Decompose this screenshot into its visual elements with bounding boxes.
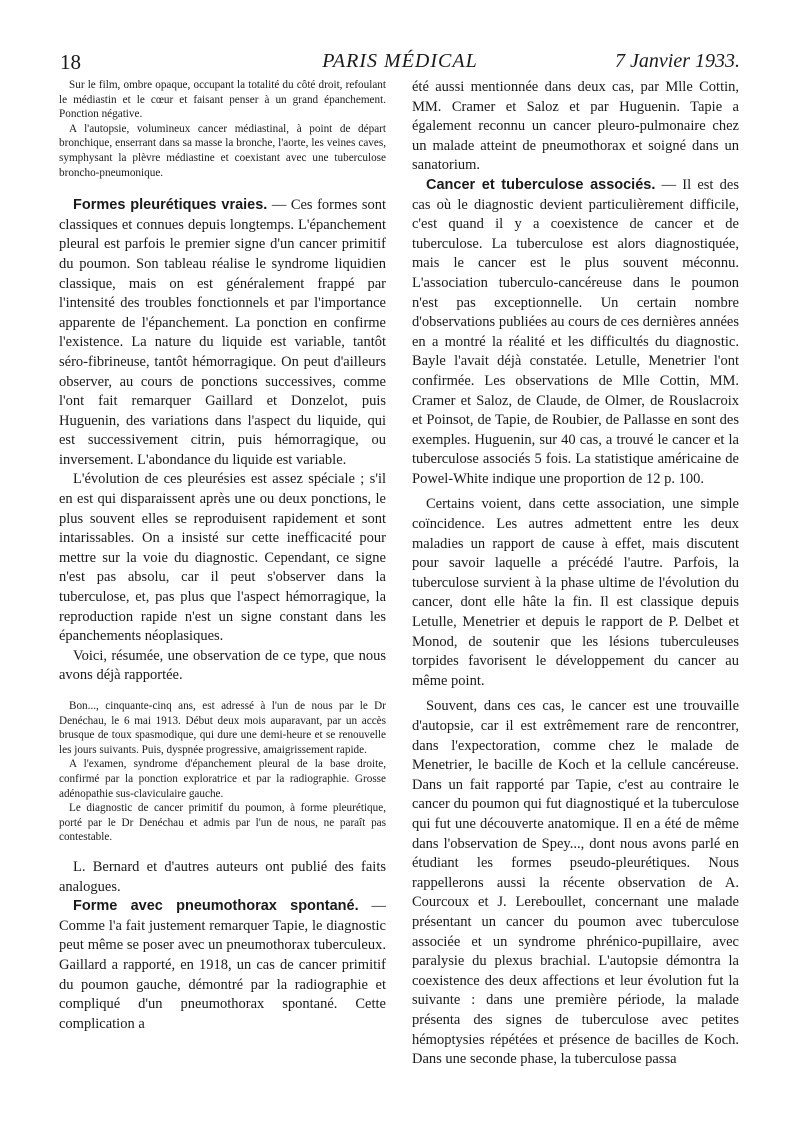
paragraph: été aussi mentionnée dans deux cas, par Mlle Cottin, MM. Cramer et Saloz et par Huguenin. Tapie a également reconnu un cancer pleuro-pulmonaire chez un malade atteint de pneumothorax et soigné dans un sanatorium. [412,79,739,174]
case-note: A l'autopsie, volumineux cancer médiastinal, à point de départ bronchique, enserrant dans sa masse la bronche, l'aorte, les veines caves, symphysant la plèvre médiastine et coexistant avec une tuberculose broncho-pneumonique. [59,122,386,179]
paragraph: Souvent, dans ces cas, le cancer est une trouvaille d'autopsie, car il est extrêmement rare de rencontrer, dans l'expectoration, comme chez le malade de Menetrier, le bacille de Koch et la cellule cancéreuse. Dans un fait rapporté par Tapie, c'est au contraire le cancer du poumon qui fut diagnostiqué et la tuberculose qui fut une découverte anatomique. Il en a été de même dans l'observation de Spey..., dont nous avons parlé en étudiant les formes pseudo-pleurétiques. Nous rappellerons aussi la récente observation de A. Courcoux et J. Lereboullet, concernant une malade présentant un cancer du poumon avec tuberculose associée et un syndrome phrénico-pupillaire, avec paralysie du plexus brachial. L'autopsie démontra la coexistence des deux affections et leur évolution fut la suivante : dans une première période, la malade présenta des signes de tuberculose avec petites hémoptysies répétées et présence de bacilles de Koch. Dans une seconde phase, la tuberculose passa [412,698,739,1068]
case-note: Sur le film, ombre opaque, occupant la totalité du côté droit, refoulant le médiastin et le cœur et faisant penser à un grand épanchement. Ponction négative. [59,79,386,121]
paragraph: Certains voient, dans cette association, une simple coïncidence. Les autres admettent entre les deux maladies un rapport de cause à effet, mais discutent pour savoir laquelle a précédé l'autre. Parfois, la tuberculose survient à la phase ultime de l'évolution du cancer, dont elle hâte la fin. Il est classique depuis Letulle, Menetrier et depuis le rapport de P. Delbet et Monod, de soutenir que les lésions tuberculeuses torpides favorisent le développement du cancer au même point. [412,496,739,689]
paragraph: Voici, résumée, une observation de ce type, que nous avons déjà rapportée. [59,647,386,684]
paragraph-formes-pleuretiques: Formes pleurétiques vraies. — Ces formes sont classiques et connues depuis longtemps. L'épanchement pleural est parfois le premier signe d'un cancer primitif du poumon. Son tableau réalise le syndrome liquidien classique, mais on est généralement frappé par l'intensité des troubles fonctionnels et par l'importance apparente de l'épanchement. La ponction en confirme l'existence. La nature du liquide est variable, tantôt séro-fibrineuse, tantôt hémorragique. On peut d'ailleurs observer, au cours de ponctions successives, comme l'ont fait remarquer Gaillard et Donzelot, puis Huguenin, des variations dans l'aspect du liquide, qui est successivement citrin, puis hémorragique, ou inversement. L'abondance du liquide est variable. [59,197,386,468]
paragraph: L. Bernard et d'autres auteurs ont publié des faits analogues. [59,858,386,895]
left-column [59,78,386,1034]
paragraph-pneumothorax: Forme avec pneumothorax spontané. — Comme l'a fait justement remarquer Tapie, le diagnostic peut même se poser avec un pneumothorax tuberculeux. Gaillard a rapporté, en 1918, un cas de cancer primitif du poumon gauche, démontré par la radiographie et compliqué d'un pneumothorax spontané. Cette complication a [59,898,386,1032]
paragraph-cancer-tuberculose: Cancer et tuberculose associés. — Il est des cas où le diagnostic devient particulièrement difficile, c'est quand il y a coexistence de cancer et de tuberculose. La tuberculose est alors diagnostiquée, mais le cancer est le plus souvent méconnu. L'association tuberculo-cancéreuse dans le poumon n'est pas exceptionnelle. Un certain nombre d'observations publiées au cours de ces dernières années en a montré la réalité et les difficultés du diagnostic. Bayle l'avait déjà constatée. Letulle, Menetrier l'ont confirmée. Les observations de Mlle Cottin, MM. Cramer et Saloz, de Claude, de Olmer, de Rouslacroix et Poinsot, de Tapie, de Roubier, de Pallasse en sont des exemples. Huguenin, sur 40 cas, a trouvé le cancer et la tuberculose associés 5 fois. La statistique américaine de Powel-White indique une proportion de 12 p. 100. [412,176,739,487]
case-note: Le diagnostic de cancer primitif du poumon, à forme pleurétique, porté par le Dr Denéchau et admis par l'un de nous, ne paraît pas contestable. [59,802,386,844]
issue-date: 7 Janvier 1933. [615,50,740,72]
case-note: Bon..., cinquante-cinq ans, est adressé à l'un de nous par le Dr Denéchau, le 6 mai 1913. Début deux mois auparavant, par un accès brusque de toux spasmodique, qui dure une demi-heure et se renouvelle les jours suivants. Puis, dyspnée progressive, amaigrissement rapide. [59,700,386,756]
right-column [412,78,739,1070]
journal-title: PARIS MÉDICAL [322,50,478,72]
section-heading: Cancer et tuberculose associés. [426,176,656,193]
section-heading: Forme avec pneumothorax spontané. [73,898,359,915]
running-header [60,50,740,78]
page-number: 18 [60,50,81,74]
case-note: A l'examen, syndrome d'épanchement pleural de la base droite, confirmé par la ponction exploratrice et par la radiographie. Grosse adénopathie sus-claviculaire gauche. [59,758,386,800]
paragraph: L'évolution de ces pleurésies est assez spéciale ; s'il en est qui disparaissent après une ou deux ponctions, le plus souvent elles se reproduisent rapidement et sont intarissables. On a insisté sur cette inefficacité pour mettre sur la voie du diagnostic. Cependant, ce signe n'est pas absolu, car il peut s'observer dans la tuberculose, et, pas plus que l'aspect hémorragique, la reproduction rapide n'est un signe constant dans les épanchements néoplasiques. [59,471,386,645]
section-heading: Formes pleurétiques vraies. [73,197,268,214]
